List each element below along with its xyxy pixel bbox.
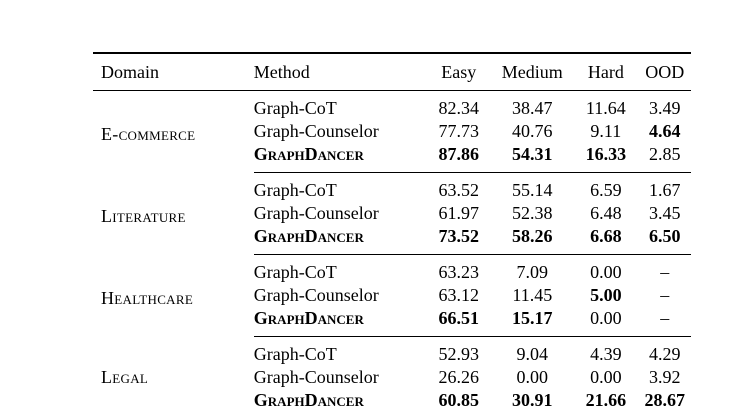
ood-cell: 3.49	[638, 91, 691, 121]
table-row	[93, 337, 691, 367]
method-cell: Graph-Counselor	[254, 366, 426, 389]
domain-cell-healthcare: Healthcare	[93, 255, 254, 337]
ood-cell: 28.67	[638, 389, 691, 412]
easy-cell: 26.26	[426, 366, 491, 389]
hard-cell: 0.00	[573, 255, 638, 285]
medium-cell: 15.17	[491, 307, 573, 337]
hard-cell: 0.00	[573, 307, 638, 337]
table-row	[93, 91, 691, 121]
easy-cell: 61.97	[426, 202, 491, 225]
easy-cell: 63.23	[426, 255, 491, 285]
medium-cell: 52.38	[491, 202, 573, 225]
ood-cell: 4.29	[638, 337, 691, 367]
medium-cell: 38.47	[491, 91, 573, 121]
medium-cell: 9.04	[491, 337, 573, 367]
method-cell: GraphDancer	[254, 389, 426, 412]
easy-cell: 60.85	[426, 389, 491, 412]
method-cell: GraphDancer	[254, 143, 426, 173]
easy-cell: 66.51	[426, 307, 491, 337]
method-cell: Graph-CoT	[254, 337, 426, 367]
ood-cell: 3.45	[638, 202, 691, 225]
hard-cell: 6.59	[573, 173, 638, 203]
domain-cell-literature: Literature	[93, 173, 254, 255]
easy-cell: 82.34	[426, 91, 491, 121]
medium-cell: 58.26	[491, 225, 573, 255]
header-easy: Easy	[426, 53, 491, 91]
hard-cell: 16.33	[573, 143, 638, 173]
ood-cell: –	[638, 307, 691, 337]
method-cell: Graph-CoT	[254, 91, 426, 121]
ood-cell: 2.85	[638, 143, 691, 173]
method-cell: Graph-CoT	[254, 173, 426, 203]
header-hard: Hard	[573, 53, 638, 91]
hard-cell: 0.00	[573, 366, 638, 389]
method-cell: Graph-Counselor	[254, 120, 426, 143]
medium-cell: 40.76	[491, 120, 573, 143]
header-ood: OOD	[638, 53, 691, 91]
ood-cell: 4.64	[638, 120, 691, 143]
hard-cell: 5.00	[573, 284, 638, 307]
results-table	[93, 52, 691, 412]
method-cell: Graph-Counselor	[254, 202, 426, 225]
easy-cell: 87.86	[426, 143, 491, 173]
easy-cell: 77.73	[426, 120, 491, 143]
easy-cell: 63.12	[426, 284, 491, 307]
table-row	[93, 173, 691, 203]
medium-cell: 30.91	[491, 389, 573, 412]
easy-cell: 52.93	[426, 337, 491, 367]
medium-cell: 7.09	[491, 255, 573, 285]
ood-cell: 6.50	[638, 225, 691, 255]
hard-cell: 6.68	[573, 225, 638, 255]
medium-cell: 54.31	[491, 143, 573, 173]
ood-cell: 1.67	[638, 173, 691, 203]
ood-cell: 3.92	[638, 366, 691, 389]
header-medium: Medium	[491, 53, 573, 91]
method-cell: Graph-Counselor	[254, 284, 426, 307]
ood-cell: –	[638, 255, 691, 285]
domain-cell-ecommerce: E-commerce	[93, 91, 254, 173]
method-cell: Graph-CoT	[254, 255, 426, 285]
table-row	[93, 255, 691, 285]
ood-cell: –	[638, 284, 691, 307]
medium-cell: 55.14	[491, 173, 573, 203]
medium-cell: 0.00	[491, 366, 573, 389]
hard-cell: 6.48	[573, 202, 638, 225]
hard-cell: 9.11	[573, 120, 638, 143]
hard-cell: 11.64	[573, 91, 638, 121]
method-cell: GraphDancer	[254, 307, 426, 337]
header-row	[93, 53, 691, 91]
medium-cell: 11.45	[491, 284, 573, 307]
easy-cell: 73.52	[426, 225, 491, 255]
domain-cell-legal: Legal	[93, 337, 254, 412]
method-cell: GraphDancer	[254, 225, 426, 255]
easy-cell: 63.52	[426, 173, 491, 203]
hard-cell: 4.39	[573, 337, 638, 367]
hard-cell: 21.66	[573, 389, 638, 412]
header-domain: Domain	[93, 53, 254, 91]
header-method: Method	[254, 53, 426, 91]
